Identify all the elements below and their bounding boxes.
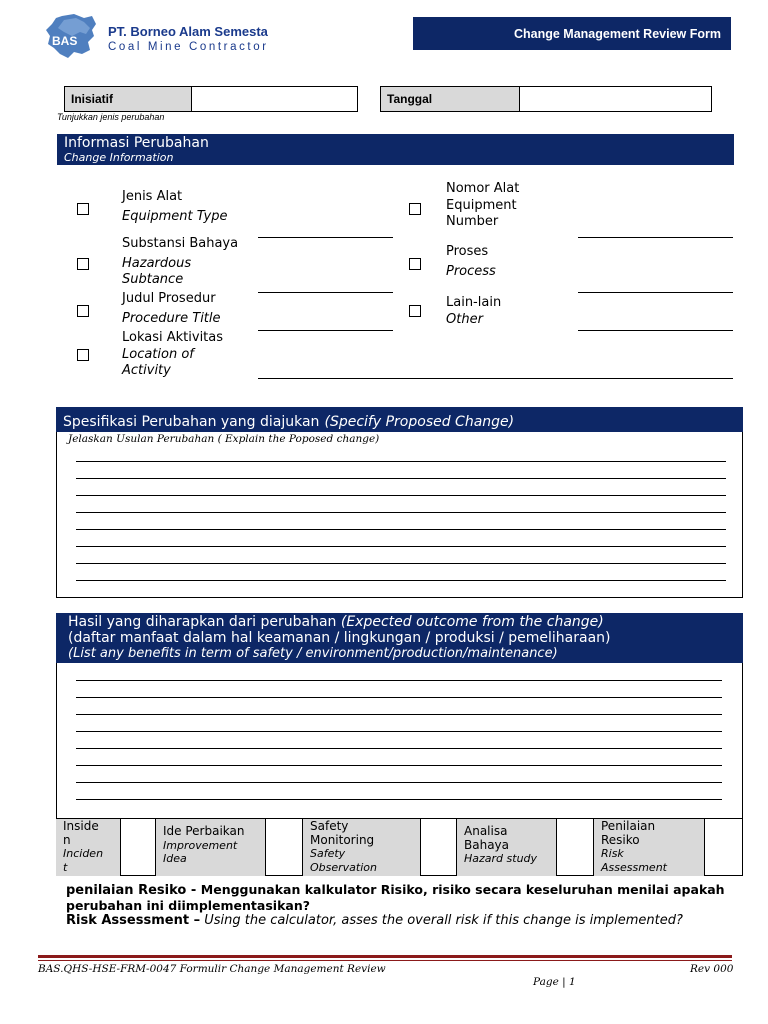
- expected-outcome-title-en: (Expected outcome from the change): [340, 614, 604, 630]
- category-improvement-idea: Ide Perbaikan Improvement Idea: [156, 819, 266, 876]
- process-checkbox[interactable]: [409, 258, 421, 270]
- change-type-hint: Tunjukkan jenis perubahan: [57, 112, 165, 122]
- category-incident-checkbox[interactable]: [121, 819, 156, 876]
- outcome-line-8[interactable]: [76, 799, 722, 800]
- category-safety-monitoring: Safety Monitoring Safety Observation: [303, 819, 421, 876]
- outcome-line-6[interactable]: [76, 765, 722, 766]
- category-incident: Inside n Inciden t: [56, 819, 121, 876]
- procedure-title-checkbox[interactable]: [77, 305, 89, 317]
- category-hazard-study: Analisa Bahaya Hazard study: [457, 819, 557, 876]
- change-info-title: Informasi Perubahan: [64, 135, 209, 151]
- page-number: Page | 1: [533, 976, 576, 988]
- process-line[interactable]: [578, 292, 733, 293]
- category-improvement-idea-checkbox[interactable]: [266, 819, 303, 876]
- proposed-line-5[interactable]: [76, 529, 726, 530]
- category-risk-assessment: Penilaian Resiko Risk Assessment: [594, 819, 705, 876]
- activity-location-line[interactable]: [258, 378, 733, 379]
- outcome-line-5[interactable]: [76, 748, 722, 749]
- activity-location-checkbox[interactable]: [77, 349, 89, 361]
- proposed-line-8[interactable]: [76, 580, 726, 581]
- risk-assessment-question-id: [66, 882, 766, 914]
- procedure-title-label: Judul Prosedur Procedure Title: [122, 291, 221, 326]
- expected-outcome-benefits-en: (List any benefits in term of safety / environment/production/maintenance): [68, 646, 558, 661]
- date-label: Tanggal: [380, 86, 520, 112]
- footer-rule-thick: [38, 955, 732, 958]
- risk-label-id: penilaian Resiko -: [66, 883, 197, 898]
- category-risk-assessment-checkbox[interactable]: [705, 819, 743, 876]
- risk-text-en: Using the calculator, asses the overall risk if this change is implemented?: [204, 913, 683, 928]
- initiator-field[interactable]: [191, 86, 358, 112]
- change-info-subtitle: Change Information: [64, 151, 174, 164]
- risk-label-en: Risk Assessment –: [66, 913, 201, 928]
- outcome-line-1[interactable]: [76, 680, 722, 681]
- risk-text-id: Menggunakan kalkulator Risiko, risiko secara keseluruhan menilai apakah perubahan ini diimplementasikan?: [66, 882, 725, 913]
- other-label: Lain-lain Other: [446, 295, 502, 327]
- proposed-line-6[interactable]: [76, 546, 726, 547]
- proposed-change-header: [56, 407, 743, 432]
- proposed-line-1[interactable]: [76, 461, 726, 462]
- other-checkbox[interactable]: [409, 305, 421, 317]
- initiator-label: Inisiatif: [64, 86, 192, 112]
- hazardous-substance-checkbox[interactable]: [77, 258, 89, 270]
- company-logo: [44, 12, 102, 62]
- company-name: PT. Borneo Alam Semesta: [108, 24, 268, 39]
- outcome-line-3[interactable]: [76, 714, 722, 715]
- outcome-line-2[interactable]: [76, 697, 722, 698]
- expected-outcome-title: Hasil yang diharapkan dari perubahan: [68, 614, 337, 630]
- expected-outcome-benefits: (daftar manfaat dalam hal keamanan / lingkungan / produksi / pemeliharaan): [68, 630, 611, 646]
- company-tagline: Coal Mine Contractor: [108, 41, 269, 53]
- process-label: Proses Process: [446, 244, 496, 279]
- proposed-change-title-en: (Specify Proposed Change): [324, 414, 515, 430]
- hazardous-substance-label: Substansi Bahaya Hazardous Subtance: [122, 236, 239, 287]
- revision-number: Rev 000: [690, 963, 734, 975]
- risk-assessment-question-en: [66, 913, 683, 928]
- category-hazard-study-checkbox[interactable]: [557, 819, 594, 876]
- proposed-change-title: Spesifikasi Perubahan yang diajukan: [63, 414, 320, 430]
- equipment-number-label: Nomor Alat Equipment Number: [446, 181, 520, 229]
- equipment-number-checkbox[interactable]: [409, 203, 421, 215]
- procedure-title-line[interactable]: [258, 330, 393, 331]
- proposed-line-2[interactable]: [76, 478, 726, 479]
- footer-rule-thin: [38, 960, 732, 961]
- proposed-line-7[interactable]: [76, 563, 726, 564]
- activity-location-label: Lokasi Aktivitas Location of Activity: [122, 330, 224, 378]
- equipment-number-line[interactable]: [578, 237, 733, 238]
- category-safety-monitoring-checkbox[interactable]: [421, 819, 457, 876]
- equipment-type-checkbox[interactable]: [77, 203, 89, 215]
- proposed-line-3[interactable]: [76, 495, 726, 496]
- other-line[interactable]: [578, 330, 733, 331]
- outcome-line-4[interactable]: [76, 731, 722, 732]
- equipment-type-line[interactable]: [258, 237, 393, 238]
- equipment-type-label: Jenis Alat Equipment Type: [122, 189, 228, 224]
- proposed-change-instruction: Jelaskan Usulan Perubahan ( Explain the Poposed change): [68, 433, 380, 445]
- hazardous-substance-line[interactable]: [258, 292, 393, 293]
- date-field[interactable]: [519, 86, 712, 112]
- expected-outcome-header: [56, 613, 743, 663]
- document-reference: BAS.QHS-HSE-FRM-0047 Formulir Change Management Review: [38, 963, 386, 975]
- logo-text: BAS: [52, 34, 78, 48]
- outcome-line-7[interactable]: [76, 782, 722, 783]
- change-info-header: [57, 134, 734, 165]
- proposed-line-4[interactable]: [76, 512, 726, 513]
- form-title: Change Management Review Form: [413, 17, 731, 50]
- category-row: [56, 818, 743, 876]
